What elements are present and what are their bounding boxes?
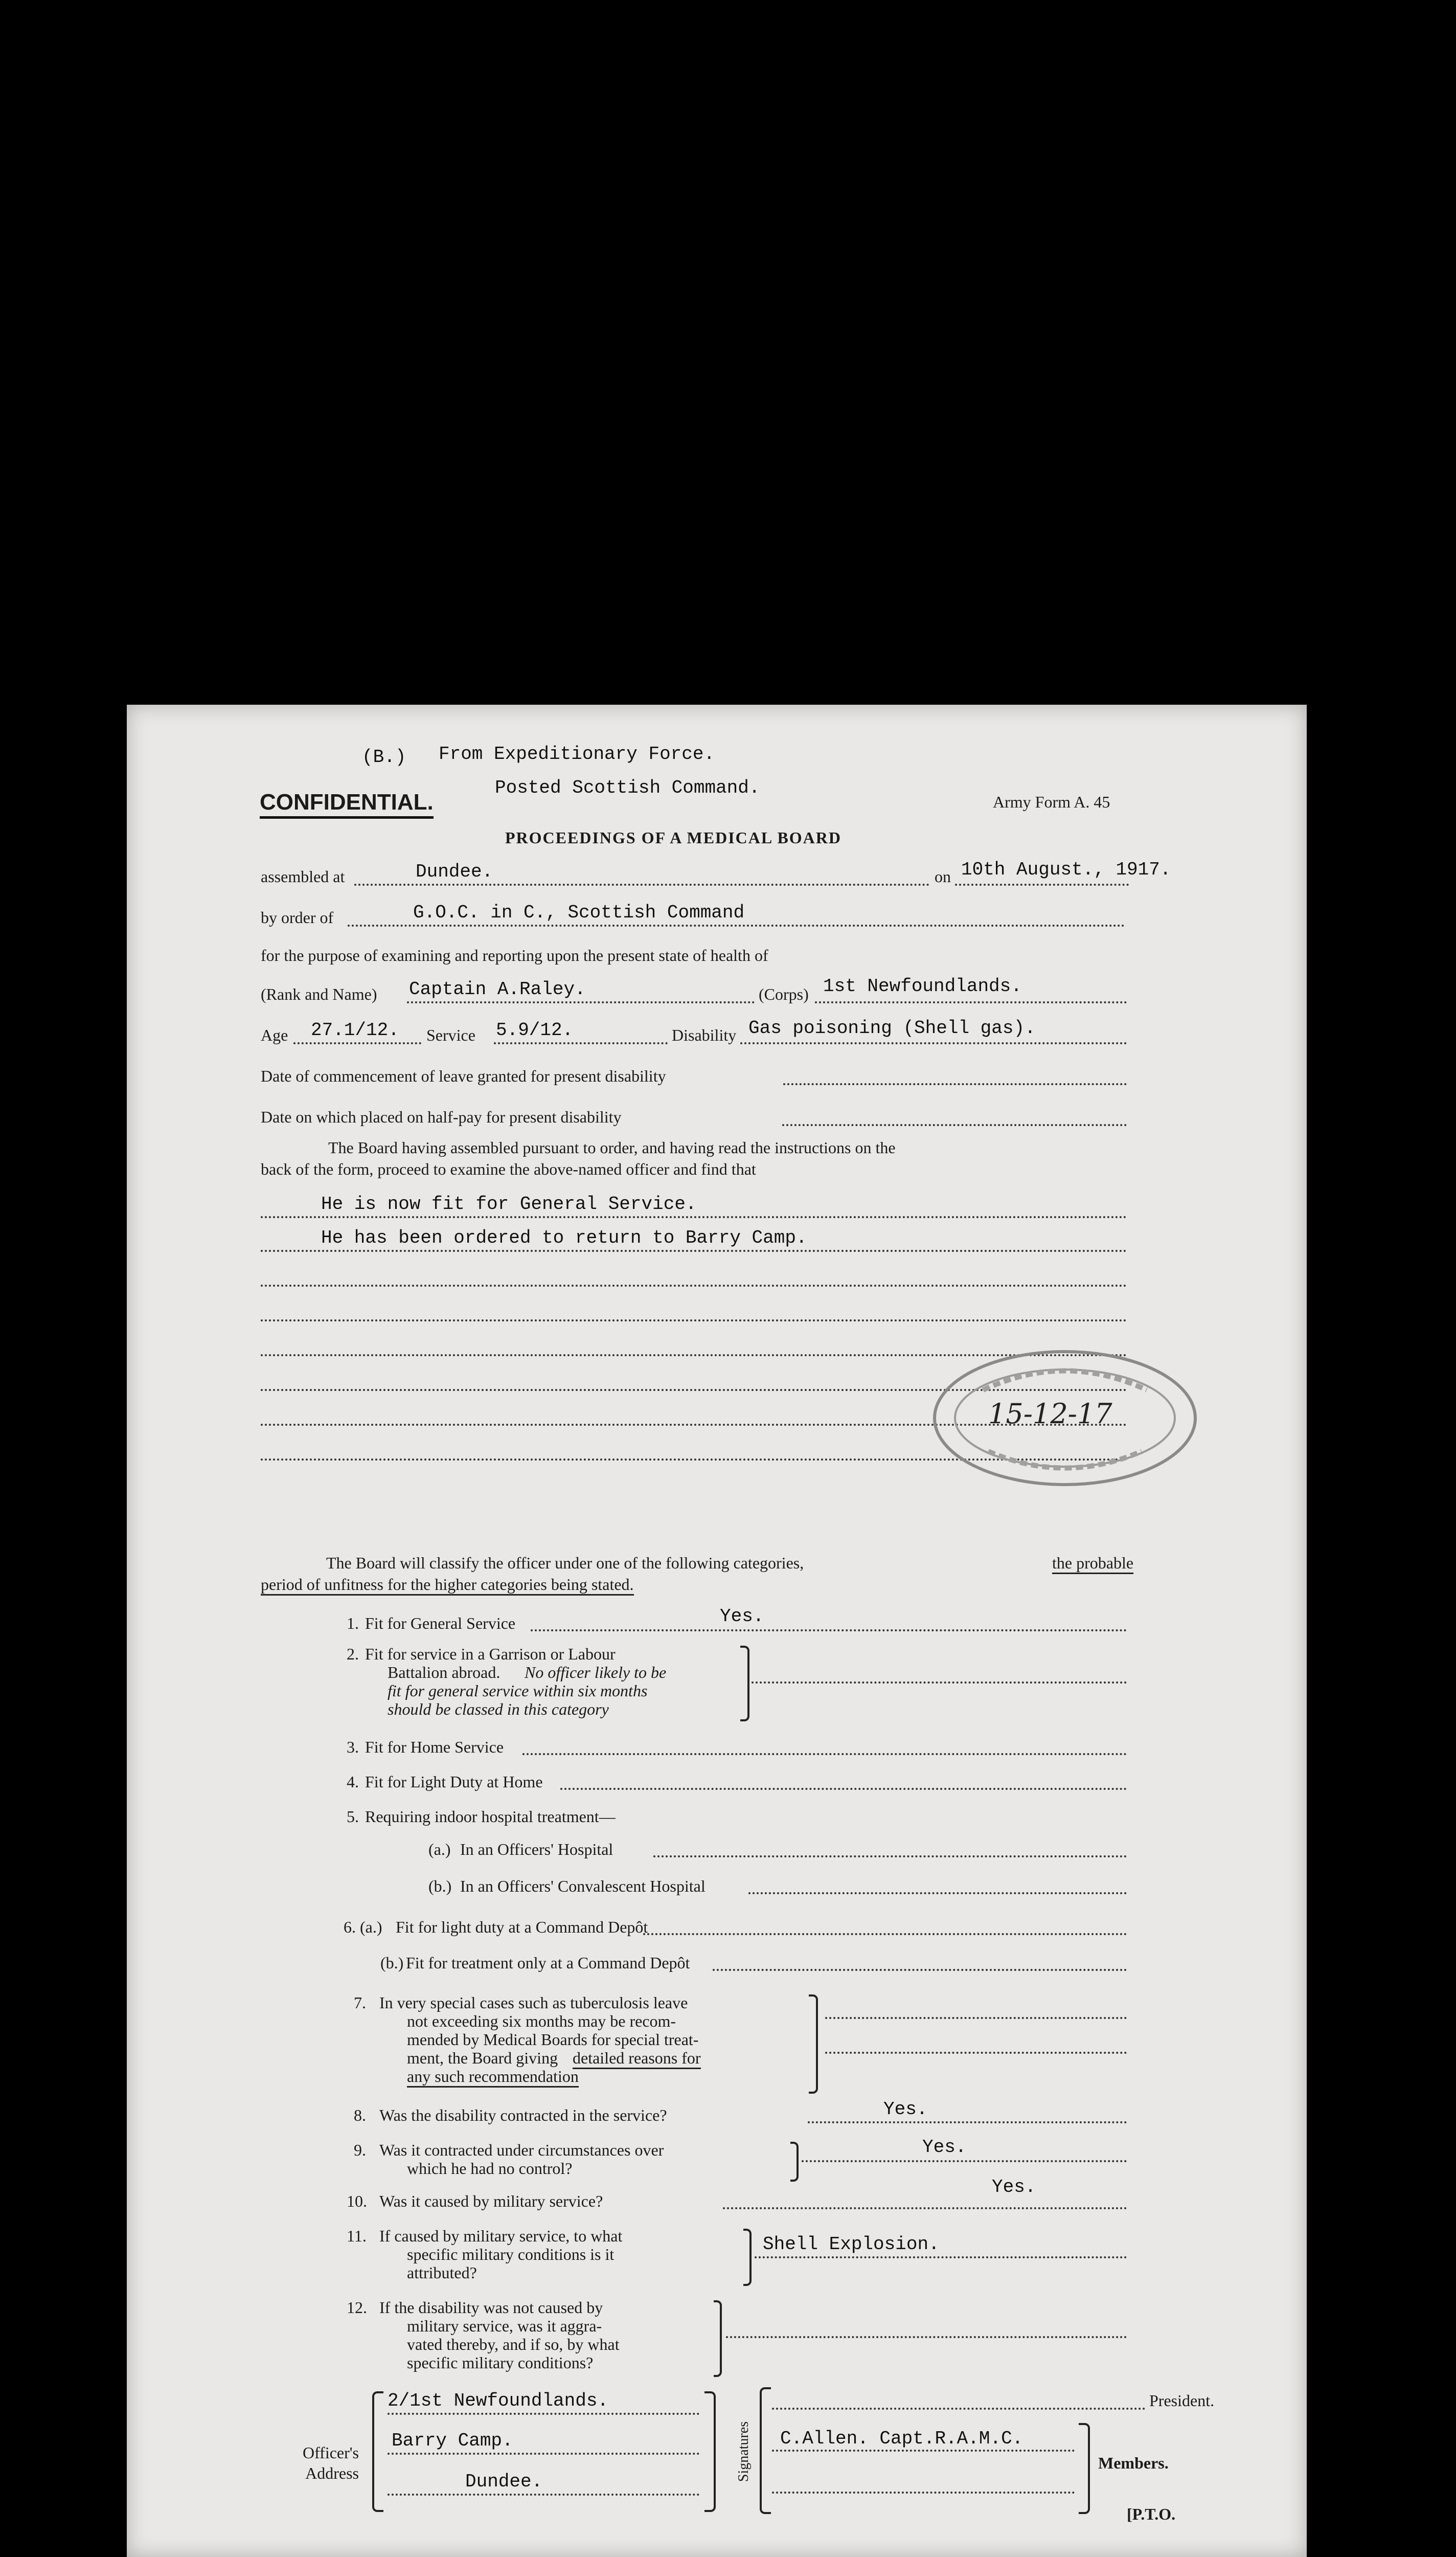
question-9-value: Yes. xyxy=(922,2137,967,2158)
category-5b-text: In an Officers' Convalescent Hospital xyxy=(460,1877,706,1895)
question-11-value: Shell Explosion. xyxy=(763,2234,940,2255)
question-10-text: Was it caused by military service? xyxy=(379,2192,603,2210)
service-value: 5.9/12. xyxy=(496,1020,574,1041)
board-paragraph-line2: back of the form, proceed to examine the above-named officer and find that xyxy=(261,1160,756,1178)
service-label: Service xyxy=(426,1026,475,1044)
category-4-text: Fit for Light Duty at Home xyxy=(365,1773,543,1791)
address-line-2: Barry Camp. xyxy=(392,2430,513,2451)
category-2-line4: fit for general service within six months xyxy=(388,1681,648,1700)
confidential-heading: CONFIDENTIAL. xyxy=(260,790,434,819)
series-mark: (B.) xyxy=(362,747,406,768)
category-2-line3: No officer likely to be xyxy=(525,1663,667,1681)
halfpay-label: Date on which placed on half-pay for present disability xyxy=(261,1108,622,1126)
category-2-line2: Battalion abroad. xyxy=(388,1663,500,1681)
category-5-text: Requiring indoor hospital treatment— xyxy=(365,1807,616,1826)
army-form-label: Army Form A. 45 xyxy=(993,793,1110,811)
board-paragraph-line1: The Board having assembled pursuant to order, and having read the instructions on the xyxy=(328,1138,896,1157)
category-6a-text: Fit for light duty at a Command Depôt xyxy=(396,1918,648,1936)
classify-line1-underlined: the probable xyxy=(1052,1554,1133,1574)
purpose-text: for the purpose of examining and reporting upon the present state of health of xyxy=(261,946,768,965)
category-7-line4: ment, the Board giving xyxy=(407,2049,558,2067)
category-6b-text: Fit for treatment only at a Command Depôt xyxy=(406,1954,690,1972)
date-value: 10th August., 1917. xyxy=(961,859,1171,880)
question-8-text: Was the disability contracted in the service? xyxy=(379,2106,667,2124)
question-12-num: 12. xyxy=(347,2298,367,2317)
category-5-num: 5. xyxy=(347,1807,359,1826)
age-value: 27.1/12. xyxy=(311,1020,399,1041)
age-label: Age xyxy=(261,1026,288,1044)
address-line-1: 2/1st Newfoundlands. xyxy=(388,2390,609,2411)
classify-line1: The Board will classify the officer under one of the following categories, xyxy=(326,1554,804,1572)
category-4-num: 4. xyxy=(347,1773,359,1791)
category-5a-text: In an Officers' Hospital xyxy=(460,1840,613,1858)
category-5a-num: (a.) xyxy=(428,1840,451,1858)
question-10-num: 10. xyxy=(347,2192,367,2210)
member-signature: C.Allen. Capt.R.A.M.C. xyxy=(780,2428,1023,2449)
form-title: PROCEEDINGS OF A MEDICAL BOARD xyxy=(505,828,841,847)
assembled-value: Dundee. xyxy=(416,861,493,882)
question-11-line3: attributed? xyxy=(407,2263,477,2282)
posted-line: Posted Scottish Command. xyxy=(495,777,760,798)
finding-1: He is now fit for General Service. xyxy=(321,1194,697,1215)
officer-address-label: Officer's Address xyxy=(302,2443,359,2482)
category-6b-num: (b.) xyxy=(380,1954,404,1972)
category-7-num: 7. xyxy=(354,1993,366,2012)
question-12-line3: vated thereby, and if so, by what xyxy=(407,2335,620,2353)
category-1-value: Yes. xyxy=(720,1606,764,1627)
order-label: by order of xyxy=(261,908,334,927)
question-9-line1: Was it contracted under circumstances over xyxy=(379,2141,664,2159)
order-value: G.O.C. in C., Scottish Command xyxy=(413,902,745,923)
question-11-num: 11. xyxy=(347,2227,367,2245)
category-3-text: Fit for Home Service xyxy=(365,1738,504,1756)
category-2-line5: should be classed in this category xyxy=(388,1700,609,1718)
assembled-label: assembled at xyxy=(261,867,345,886)
members-label: Members. xyxy=(1098,2454,1169,2472)
stamp-handwritten-date: 15-12-17 xyxy=(988,1398,1112,1430)
finding-2: He has been ordered to return to Barry Camp. xyxy=(321,1227,807,1248)
category-1-num: 1. xyxy=(347,1614,359,1632)
question-8-value: Yes. xyxy=(883,2099,928,2120)
category-2-line1: Fit for service in a Garrison or Labour xyxy=(365,1645,616,1663)
question-10-value: Yes. xyxy=(992,2177,1036,2197)
rank-name-value: Captain A.Raley. xyxy=(409,979,586,1000)
corps-label: (Corps) xyxy=(759,985,809,1003)
category-7-line1: In very special cases such as tuberculosis leave xyxy=(379,1993,688,2012)
category-7-line6: any such recommendation xyxy=(407,2067,579,2088)
question-12-line4: specific military conditions? xyxy=(407,2353,594,2372)
question-11-line2: specific military conditions is it xyxy=(407,2245,615,2263)
question-12-line1: If the disability was not caused by xyxy=(379,2298,603,2317)
category-2-num: 2. xyxy=(347,1645,359,1663)
disability-value: Gas poisoning (Shell gas). xyxy=(748,1018,1036,1039)
address-line-3: Dundee. xyxy=(465,2471,543,2492)
disability-label: Disability xyxy=(672,1026,737,1044)
corps-value: 1st Newfoundlands. xyxy=(823,976,1022,997)
question-9-line2: which he had no control? xyxy=(407,2159,573,2178)
category-7-line5: detailed reasons for xyxy=(573,2049,701,2069)
received-stamp xyxy=(927,1341,1203,1495)
category-5b-num: (b.) xyxy=(428,1877,452,1895)
category-7-line3: mended by Medical Boards for special treat- xyxy=(407,2030,699,2049)
leave-label: Date of commencement of leave granted for present disability xyxy=(261,1067,666,1085)
question-9-num: 9. xyxy=(354,2141,366,2159)
on-label: on xyxy=(935,867,951,886)
category-3-num: 3. xyxy=(347,1738,359,1756)
signatures-label: Signatures xyxy=(736,2421,752,2482)
category-7-line2: not exceeding six months may be recom- xyxy=(407,2012,676,2030)
from-line: From Expeditionary Force. xyxy=(439,744,715,765)
question-11-line1: If caused by military service, to what xyxy=(379,2227,623,2245)
classify-line2: period of unfitness for the higher categories being stated. xyxy=(261,1575,634,1596)
question-12-line2: military service, was it aggra- xyxy=(407,2317,602,2335)
category-1-text: Fit for General Service xyxy=(365,1614,516,1632)
category-6a-num: 6. (a.) xyxy=(344,1918,382,1936)
question-8-num: 8. xyxy=(354,2106,366,2124)
form-page xyxy=(127,705,1307,2557)
president-label: President. xyxy=(1149,2391,1215,2410)
rank-label: (Rank and Name) xyxy=(261,985,377,1003)
pto-label: [P.T.O. xyxy=(1127,2505,1176,2523)
